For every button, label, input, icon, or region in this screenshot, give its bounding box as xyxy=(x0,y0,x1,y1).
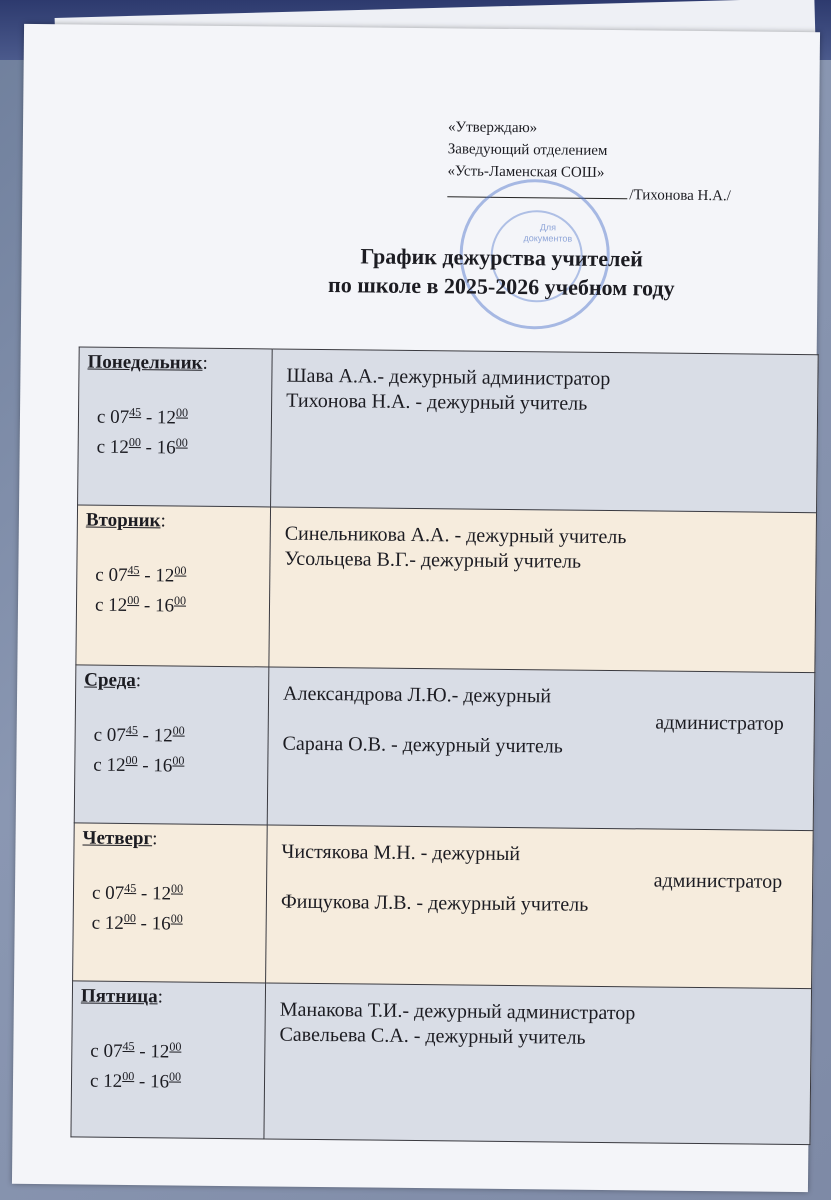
duty-cell xyxy=(267,667,815,831)
approval-line-2: Заведующий отделением xyxy=(447,141,608,159)
time-slot-1 xyxy=(90,1034,264,1066)
time-slots xyxy=(93,718,268,780)
duty-line: администратор xyxy=(653,869,783,893)
time-minutes: 00 xyxy=(122,1068,135,1084)
time-slots xyxy=(97,400,272,462)
day-cell: Пятница: с $07^{45} - 12^{00}$ с $12^{00} - 16^{00}$ xyxy=(71,981,266,1139)
time-dash: - xyxy=(140,883,148,905)
time-dash: - xyxy=(139,1041,146,1063)
time-slots xyxy=(92,876,267,938)
duty-line: Александрова Л.Ю.- дежурный xyxy=(282,682,552,708)
time-slot-2 xyxy=(90,1064,264,1096)
time-hour: 07 xyxy=(105,882,125,904)
time-slot-1 xyxy=(92,876,266,908)
time-hour: 12 xyxy=(108,594,128,616)
time-slot-2 xyxy=(93,748,267,780)
duty-line: Усольцева В.Г.- дежурный учитель xyxy=(284,547,582,573)
time-minutes: 00 xyxy=(172,753,185,768)
day-cell: Понедельник: с $07^{45} - 12^{00}$ с $12^{00} - 16^{00}$ xyxy=(78,347,273,507)
title-line-2: по школе в 2025-2026 учебном году xyxy=(327,272,675,301)
day-name: Пятница xyxy=(80,985,158,1008)
time-minutes: 00 xyxy=(127,592,140,608)
time-minutes: 00 xyxy=(169,1069,182,1084)
time-hour: 16 xyxy=(149,1071,170,1093)
schedule-row xyxy=(74,665,815,831)
day-cell: Четверг: с $07^{45} - 12^{00}$ с $12^{00} - 16^{00}$ xyxy=(73,823,268,983)
approval-line-1: «Утверждаю» xyxy=(447,119,538,137)
duty-cell xyxy=(266,825,814,989)
time-slot-2 xyxy=(92,906,266,938)
time-slot-1 xyxy=(95,558,269,590)
duty-line: Шава А.А.- дежурный администратор xyxy=(286,364,611,391)
time-minutes: 00 xyxy=(175,435,188,450)
document-title xyxy=(231,240,772,304)
title-line-1: График дежурства учителей xyxy=(360,243,643,272)
duty-line: Синельникова А.А. - дежурный учитель xyxy=(284,522,627,549)
duty-cell xyxy=(269,507,817,673)
time-dash: - xyxy=(145,437,153,459)
schedule-row xyxy=(78,347,819,513)
time-prefix: с xyxy=(91,912,101,934)
day-cell: Среда: с $07^{45} - 12^{00}$ с $12^{00} - 16^{00}$ xyxy=(74,665,269,825)
time-hour: 07 xyxy=(110,406,130,428)
day-name: Вторник xyxy=(85,509,161,532)
duty-cell xyxy=(271,349,819,513)
time-minutes: 45 xyxy=(125,722,138,738)
time-hour: 16 xyxy=(156,437,176,459)
time-minutes: 00 xyxy=(175,405,189,420)
time-prefix: с xyxy=(94,594,104,616)
time-slot-1 xyxy=(97,400,271,432)
time-slots xyxy=(90,1034,265,1096)
time-minutes: 00 xyxy=(174,593,187,608)
schedule-row xyxy=(76,505,817,673)
time-minutes: 00 xyxy=(123,910,136,926)
time-hour: 07 xyxy=(103,1040,123,1062)
time-hour: 12 xyxy=(151,883,172,905)
schedule-row xyxy=(73,823,814,989)
time-minutes: 00 xyxy=(169,1039,182,1054)
duty-line: Манакова Т.И.- дежурный администратор xyxy=(279,998,636,1025)
time-prefix: с xyxy=(91,882,101,904)
time-prefix: с xyxy=(90,1040,99,1062)
time-hour: 16 xyxy=(154,595,175,617)
approval-line-4: /Тихонова Н.А./ xyxy=(629,187,731,205)
document-page xyxy=(12,24,820,1192)
schedule-row xyxy=(71,981,812,1145)
duty-schedule-table xyxy=(70,346,818,1145)
time-dash: - xyxy=(138,1071,146,1093)
duty-line: Сарана О.В. - дежурный учитель xyxy=(282,732,563,758)
time-minutes: 00 xyxy=(170,911,183,926)
time-minutes: 45 xyxy=(127,562,140,578)
time-hour: 12 xyxy=(155,565,175,587)
duty-line: администратор xyxy=(655,711,784,735)
duty-line: Савельева С.А. - дежурный учитель xyxy=(279,1023,586,1049)
time-dash: - xyxy=(144,565,151,587)
time-dash: - xyxy=(142,725,150,747)
time-dash: - xyxy=(142,755,149,777)
time-prefix: с xyxy=(96,436,106,458)
time-minutes: 45 xyxy=(122,1038,135,1054)
time-slots xyxy=(95,558,270,620)
time-slot-2 xyxy=(97,430,271,462)
day-name: Понедельник xyxy=(87,351,203,374)
duty-cell xyxy=(264,983,812,1145)
time-hour: 12 xyxy=(109,436,129,458)
time-minutes: 00 xyxy=(172,723,185,738)
time-prefix: с xyxy=(96,406,106,428)
time-hour: 12 xyxy=(106,754,126,776)
time-hour: 12 xyxy=(150,1041,170,1063)
time-hour: 07 xyxy=(108,564,128,586)
time-hour: 07 xyxy=(106,724,126,746)
time-prefix: с xyxy=(95,564,104,586)
day-name: Среда xyxy=(84,669,136,692)
time-slot-1 xyxy=(94,718,268,750)
approval-line-3: «Усть-Ламенская СОШ» xyxy=(447,163,605,181)
time-prefix: с xyxy=(93,724,103,746)
time-minutes: 00 xyxy=(170,881,184,896)
time-minutes: 00 xyxy=(174,563,187,578)
time-prefix: с xyxy=(93,754,102,776)
time-minutes: 45 xyxy=(129,404,142,420)
time-dash: - xyxy=(143,595,151,617)
duty-line: Чистякова М.Н. - дежурный xyxy=(281,840,521,866)
time-minutes: 00 xyxy=(128,434,141,450)
time-minutes: 00 xyxy=(125,752,138,768)
time-hour: 12 xyxy=(153,725,173,747)
time-dash: - xyxy=(145,407,153,429)
duty-line: Тихонова Н.А. - дежурный учитель xyxy=(286,389,588,415)
time-hour: 12 xyxy=(104,912,124,934)
time-hour: 12 xyxy=(103,1070,123,1092)
time-slot-2 xyxy=(95,588,269,620)
time-minutes: 45 xyxy=(124,880,137,896)
day-name: Четверг xyxy=(82,827,153,850)
duty-line: Фищукова Л.В. - дежурный учитель xyxy=(280,890,589,916)
time-prefix: с xyxy=(89,1070,99,1092)
day-cell: Вторник: с $07^{45} - 12^{00}$ с $12^{00} - 16^{00}$ xyxy=(76,505,271,667)
time-hour: 12 xyxy=(156,407,177,429)
stamp-text: Для документов xyxy=(523,222,573,244)
time-hour: 16 xyxy=(153,755,173,777)
time-hour: 16 xyxy=(151,913,171,935)
time-dash: - xyxy=(140,913,148,935)
